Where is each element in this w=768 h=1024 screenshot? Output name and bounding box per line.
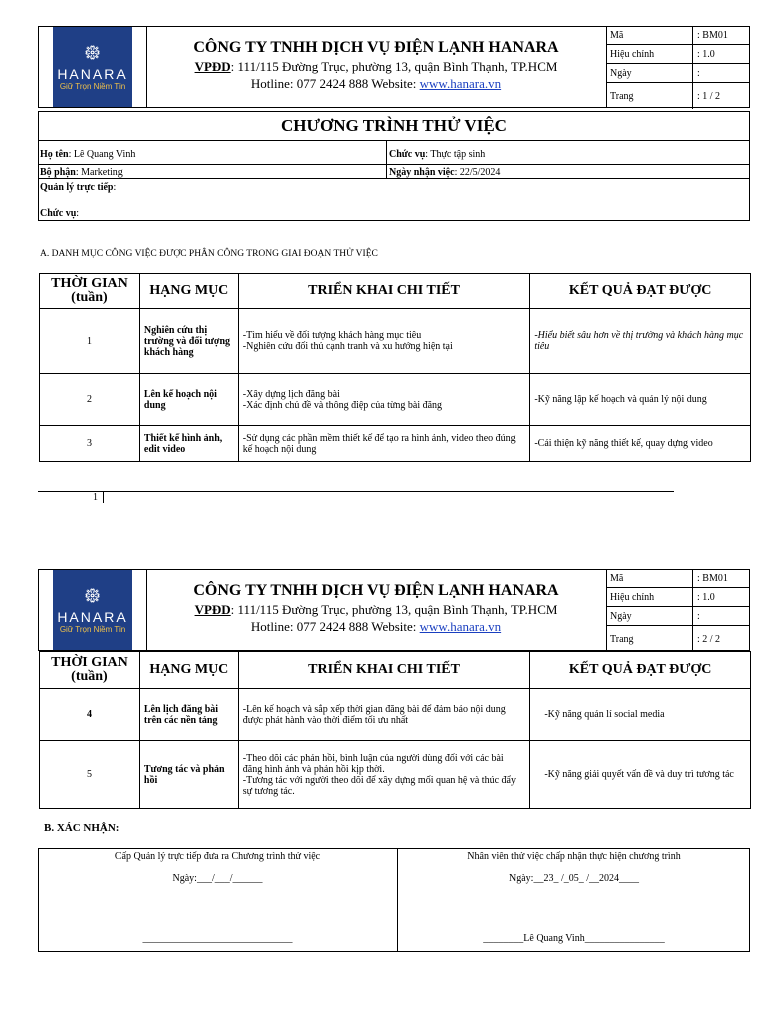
logo-divider (146, 569, 147, 651)
direct-manager: Quản lý trực tiếp: (40, 182, 117, 193)
meta-page-value: : 2 / 2 (697, 633, 721, 645)
office-address: : 111/115 Đường Trục, phường 13, quận Bình Thạnh, TP.HCM (230, 59, 558, 74)
employee-department: Bộ phận: Marketing (40, 167, 123, 178)
header-time: THỜI GIAN (tuần) (40, 274, 140, 309)
office-label: VPĐD (194, 59, 231, 74)
logo-mark-icon: ᪥ (84, 40, 101, 65)
meta-date-label: Ngày (607, 64, 693, 82)
section-b-heading: B. XÁC NHẬN: (44, 822, 120, 834)
company-logo-page2 (53, 570, 132, 650)
work-table-page1 (39, 273, 751, 462)
meta-rev-label: Hiệu chỉnh (607, 45, 693, 63)
header-result: KẾT QUẢ ĐẠT ĐƯỢC (530, 274, 751, 309)
meta-date-value: : (697, 67, 700, 79)
office-address: : 111/115 Đường Trục, phường 13, quận Bình Thạnh, TP.HCM (230, 602, 558, 617)
table-row: 4 Lên lịch đăng bài trên các nền tảng -Lên kế hoạch và sắp xếp thời gian đăng bài để đảm bảo nội dung được phát hành vào thời điểm tối ưu nhất -Kỹ năng quản lí social media (40, 689, 751, 741)
meta-code-value: : BM01 (697, 29, 728, 41)
website-link[interactable]: www.hanara.vn (419, 619, 502, 634)
meta-page-value: : 1 / 2 (697, 90, 721, 102)
page-title: CHƯƠNG TRÌNH THỬ VIỆC (38, 111, 750, 141)
work-table-page2 (39, 651, 751, 809)
company-name: CÔNG TY TNHH DỊCH VỤ ĐIỆN LẠNH HANARA (193, 582, 559, 599)
employee-confirm-date: Ngày:__23_ /_05_ /__2024____ (509, 873, 639, 884)
logo-tagline: Giữ Trọn Niềm Tin (59, 625, 126, 634)
header-detail: TRIỂN KHAI CHI TIẾT (238, 274, 530, 309)
employee-start-date: Ngày nhận việc: 22/5/2024 (389, 167, 501, 178)
manager-signature-line: ______________________________ (142, 933, 293, 944)
logo-divider (146, 26, 147, 108)
meta-rev-value: : 1.0 (697, 48, 715, 60)
header-detail: TRIỂN KHAI CHI TIẾT (238, 652, 530, 689)
section-a-heading: A. DANH MỤC CÔNG VIỆC ĐƯỢC PHÂN CÔNG TRONG GIAI ĐOẠN THỬ VIỆC (40, 249, 378, 259)
meta-table-page1 (606, 26, 750, 108)
hotline: Hotline: 077 2424 888 Website: (250, 619, 420, 634)
company-info-page2 (148, 581, 604, 635)
meta-code-label: Mã (607, 26, 693, 44)
office-label: VPĐD (194, 602, 231, 617)
table-row: 5 Tương tác và phản hồi -Theo dõi các phản hồi, bình luận của người dùng đối với các bài đăng hình ảnh và phản hồi kịp thời. -Tương tác với người theo dõi để xây dựng mối quan hệ và thúc đẩy sự tương tác. -Kỹ năng giải quyết vấn đề và duy trì tương tác (40, 741, 751, 809)
table-row: 1 Nghiên cứu thị trường và đối tượng khách hàng -Tìm hiểu về đối tượng khách hàng mục tiêu -Nghiên cứu đối thủ cạnh tranh và xu hướng hiện tại -Hiểu biết sâu hơn về thị trường và khách hàng mục tiêu (40, 309, 751, 374)
company-info (148, 38, 604, 92)
website-link[interactable]: www.hanara.vn (419, 76, 502, 91)
hotline: Hotline: 077 2424 888 Website: (250, 76, 420, 91)
header-item: HẠNG MỤC (139, 652, 238, 689)
manager-position: Chức vụ: (40, 208, 80, 219)
employee-name: Họ tên: Lê Quang Vinh (40, 149, 136, 160)
info-row-divider (38, 164, 750, 165)
footer-rule (38, 491, 674, 492)
logo-tagline: Giữ Trọn Niềm Tin (59, 82, 126, 91)
table-row: 3 Thiết kế hình ảnh, edit video -Sử dụng các phần mềm thiết kế để tạo ra hình ảnh, video theo đúng kế hoạch nội dung -Cải thiện kỹ năng thiết kế, quay dựng video (40, 426, 751, 462)
employee-position: Chức vụ: Thực tập sinh (389, 149, 486, 160)
employee-signature: ________Lê Quang Vinh________________ (483, 933, 665, 944)
header-result: KẾT QUẢ ĐẠT ĐƯỢC (530, 652, 751, 689)
page-number: 1 (93, 492, 98, 503)
manager-confirm-title: Cấp Quản lý trực tiếp đưa ra Chương trình thử việc (114, 851, 321, 862)
company-name: CÔNG TY TNHH DỊCH VỤ ĐIỆN LẠNH HANARA (193, 39, 559, 56)
table-row: 2 Lên kế hoạch nội dung -Xây dựng lịch đăng bài -Xác định chủ đề và thông điệp của từng bài đăng -Kỹ năng lập kế hoạch và quản lý nội dung (40, 374, 751, 426)
logo-brand: HANARA (57, 609, 128, 625)
page-number-bar (103, 491, 104, 503)
company-logo (53, 27, 132, 107)
info-col-divider (386, 141, 387, 178)
employee-confirm-title: Nhân viên thử việc chấp nhận thực hiện chương trình (467, 851, 681, 862)
meta-table-page2: Mã : BM01 Hiệu chỉnh : 1.0 Ngày : Trang : 2 / 2 (606, 569, 750, 651)
manager-confirm-date: Ngày:___/___/______ (172, 873, 263, 884)
header-time: THỜI GIAN (tuần) (40, 652, 140, 689)
meta-page-label: Trang (607, 83, 693, 109)
logo-mark-icon: ᪥ (84, 583, 101, 608)
logo-brand: HANARA (57, 66, 128, 82)
header-item: HẠNG MỤC (139, 274, 238, 309)
